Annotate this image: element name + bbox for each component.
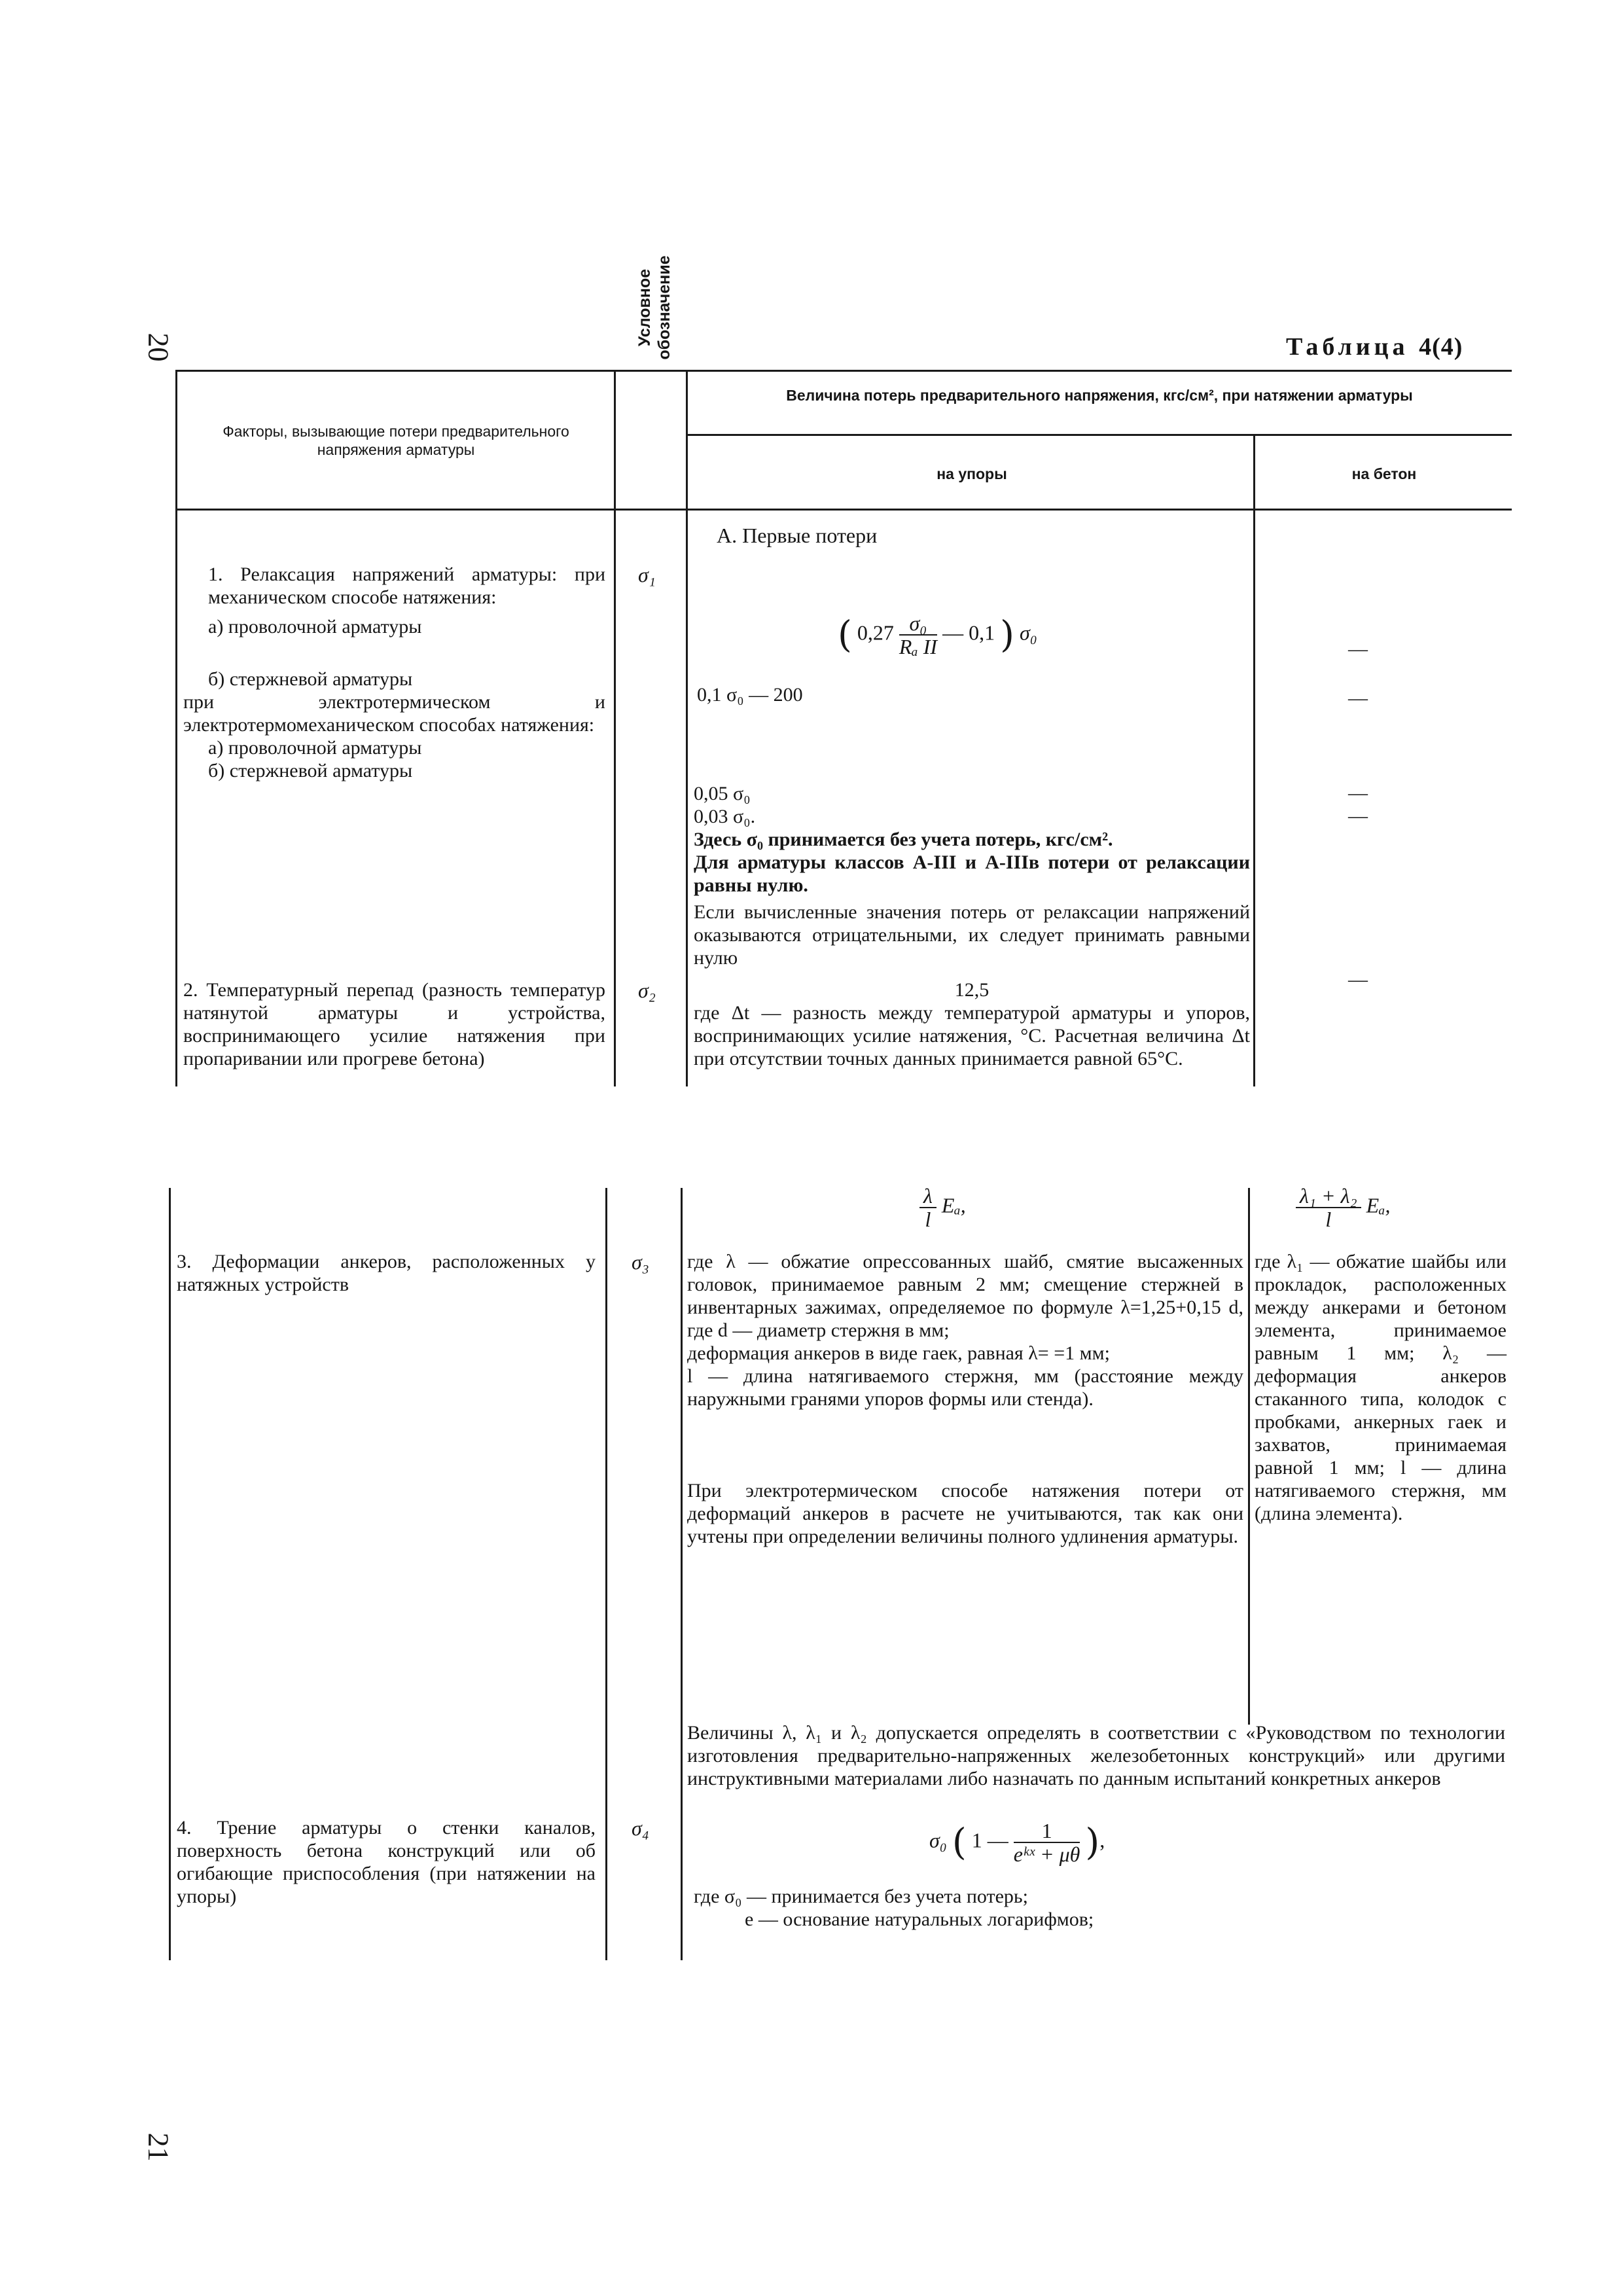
row3-f-num: λ — [919, 1185, 936, 1208]
row3-concrete-desc: где λ₁ — обжатие шайбы или прокладок, расположенных между анкерами и бетоном элемента, принимаемое равным 1 мм; λ₂ — деформация анкеров стаканного типа, колодок с пробками, анкерных гаек и захватов, принимаемая равной 1 мм; l — длина натягиваемого стержня, мм (длина элемента). — [1255, 1251, 1507, 1524]
row1-values — [694, 782, 1250, 969]
row4-factor: 4. Трение арматуры о стенки каналов, поверхность бетона конструкций или об огибающие приспособления (при натяжении на упоры) — [177, 1817, 596, 1907]
row1-factor-intro: 1. Релаксация напряжений арматуры: при механическом способе натяжения: — [208, 564, 605, 608]
row4-paren-close: ) — [1085, 1821, 1100, 1864]
row1-f1-num: σ₀ — [899, 612, 937, 636]
rule-header-split — [687, 434, 1512, 436]
row3-r-num: λ₁ + λ₂ — [1296, 1185, 1361, 1208]
row2-dash: — — [1348, 969, 1368, 990]
row3-span-note: Величины λ, λ₁ и λ₂ допускается определять в соответствии с «Руководством по технологии изготовления предварительно-напряженных железобетонных конструкций» или другими инструктивными материалами либо назначать по данным испытаний конкретных анкеров — [687, 1722, 1505, 1789]
row3-factor: 3. Деформации анкеров, расположенных у натяжных устройств — [177, 1251, 596, 1295]
row4-fraction — [1014, 1820, 1080, 1865]
col-rule-2-lower — [681, 1188, 683, 1960]
row1-f1-sigma: σ₀ — [1019, 620, 1037, 645]
row1-factor — [183, 563, 605, 782]
row2-desc: где Δt — разность между температурой арматуры и упоров, воспринимающих усилие натяжения, °С. Расчетная величина Δt при отсутствии точных данных принимается равной 65°С. — [694, 1002, 1250, 1069]
row1-f1-den: Rₐ II — [899, 635, 938, 658]
row1-f1-coef: 0,27 — [857, 620, 894, 645]
row1-f4: 0,03 σ₀. — [694, 806, 756, 827]
row2-factor: 2. Температурный перепад (разность температур натянутой арматуры и устройства, воспринимающего усилие натяжения при пропаривании или прогреве бетона) — [183, 979, 605, 1069]
row1-note-3: Если вычисленные значения потерь от релаксации напряжений оказываются отрицательными, их следует принимать равными нулю — [694, 901, 1250, 969]
row1-note-2: Для арматуры классов А-III и А-IIIв потери от релаксации равны нулю. — [694, 852, 1250, 896]
row3-formula — [919, 1185, 966, 1230]
col-rule-3-lower — [1248, 1188, 1250, 1725]
table-title-word: Таблица — [1286, 333, 1409, 361]
row4-f-one: 1 — — [971, 1828, 1008, 1852]
row3-r-tail: Eₐ, — [1366, 1193, 1391, 1217]
row4-formula: σ₀ ( 1 — $\frac{1}{\text{eᵏˣ + μθ}}$ ), — [929, 1819, 1105, 1866]
header-on-stops: на упоры — [936, 465, 1007, 482]
row1-note-1: Здесь σ₀ принимается без учета потерь, кгс/см². — [694, 829, 1113, 850]
row1-dash-4: — — [1348, 805, 1368, 827]
rule-top — [177, 370, 1512, 372]
row3-symbol: σ₃ — [632, 1250, 649, 1274]
row1-dash-3: — — [1348, 782, 1368, 804]
row1-factor-b: б) стержневой арматуры — [208, 668, 413, 690]
col-rule-1 — [614, 370, 616, 1086]
row1-factor-a: а) проволочной арматуры — [208, 616, 422, 637]
section-heading: А. Первые потери — [717, 524, 878, 547]
row4-f-sigma: σ₀ — [929, 1828, 947, 1852]
header-magnitude: Величина потерь предварительного напряжения, кгс/см², при натяжении арматуры — [786, 387, 1413, 404]
row2-formula: 12,5 — [954, 979, 990, 1001]
row1-factor-b2: б) стержневой арматуры — [208, 760, 413, 781]
header-designation: Условное обозначение — [635, 255, 673, 360]
row3-f-tail: Eₐ, — [941, 1193, 966, 1217]
row3-desc — [687, 1250, 1243, 1548]
row1-f3: 0,05 σ₀ — [694, 783, 751, 804]
row4-symbol: σ₄ — [632, 1816, 649, 1840]
col-rule-0 — [175, 370, 177, 1086]
row4-desc-1: где σ₀ — принимается без учета потерь; — [694, 1886, 1028, 1907]
row3-r-fraction — [1296, 1185, 1361, 1230]
table-title — [1286, 332, 1463, 361]
row1-formula-main — [838, 612, 1037, 658]
row1-formula-2: 0,1 σ₀ — 200 — [697, 684, 803, 706]
rule-header-bottom — [177, 509, 1512, 511]
row3-desc-2: деформация анкеров в виде гаек, равная λ= =1 мм; — [687, 1342, 1110, 1364]
row2-symbol: σ₂ — [638, 978, 656, 1002]
row1-dash-1: — — [1348, 638, 1368, 660]
col-rule-3 — [1253, 434, 1255, 1086]
row1-factor-a2: а) проволочной арматуры — [208, 737, 422, 759]
col-rule-1-lower — [605, 1188, 607, 1960]
row3-concrete-formula — [1296, 1185, 1390, 1230]
col-rule-0-lower — [169, 1188, 171, 1960]
row1-f1-fraction — [899, 612, 937, 658]
row3-desc-4: При электротермическом способе натяжения потери от деформаций анкеров в расчете не учитываются, так как они учтены при определении величины полного удлинения арматуры. — [687, 1480, 1243, 1547]
paren-close: ) — [1000, 613, 1014, 656]
row3-r-den: l — [1325, 1208, 1332, 1231]
page-number-top: 20 — [142, 332, 175, 362]
row4-paren-open: ( — [952, 1821, 967, 1864]
row1-dash-2: — — [1348, 687, 1368, 709]
row4-desc-2: e — основание натуральных логарифмов; — [745, 1909, 1094, 1930]
row1-factor-mid: при электротермическом и электротермомеханическом способах натяжения: — [183, 691, 605, 736]
table-title-number: 4(4) — [1419, 333, 1463, 361]
paren-open: ( — [838, 613, 852, 656]
row3-desc-3: l — длина натягиваемого стержня, мм (расстояние между наружными гранями упоров формы или стенда). — [687, 1365, 1243, 1410]
row1-f1-tail: — 0,1 — [942, 620, 995, 645]
row4-f-den: eᵏˣ + μθ — [1013, 1842, 1080, 1866]
row1-symbol: σ₁ — [638, 563, 656, 586]
header-on-concrete: на бетон — [1351, 465, 1417, 482]
page-number-bottom: 21 — [142, 2132, 175, 2162]
row4-desc — [694, 1885, 1414, 1931]
row4-f-num: 1 — [1014, 1820, 1080, 1843]
row3-fraction — [919, 1185, 936, 1230]
row3-desc-1: где λ — обжатие опрессованных шайб, смятие высаженных головок, принимаемое равным 2 мм; смещение стержней в инвентарных зажимах, определяемое по формуле λ=1,25+0,15 d, где d — диаметр стержня в мм; — [687, 1251, 1243, 1341]
header-factors: Факторы, вызывающие потери предварительного напряжения арматуры — [223, 423, 569, 458]
row3-f-den: l — [925, 1208, 931, 1231]
col-rule-2 — [686, 370, 688, 1086]
